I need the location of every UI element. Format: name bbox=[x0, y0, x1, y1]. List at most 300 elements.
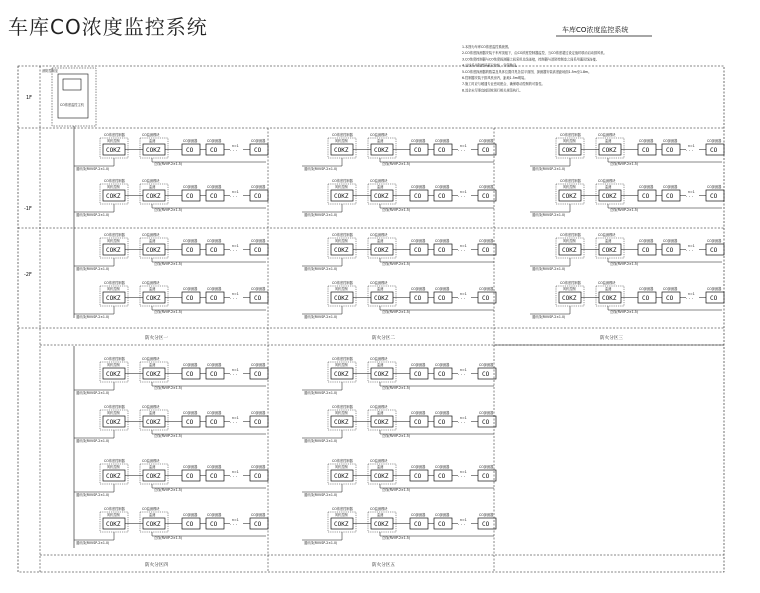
bus-label: 总线(RVVP-2×1.5) bbox=[382, 434, 411, 438]
detector-box-label: CO bbox=[438, 473, 446, 480]
monitor-sub: 监测 bbox=[605, 185, 612, 189]
detector-header: CO探测器 bbox=[207, 465, 222, 469]
detector-header: CO探测器 bbox=[411, 139, 426, 143]
monitor-box-label: COKZ bbox=[374, 147, 389, 154]
detector-box-label: CO bbox=[710, 247, 718, 254]
controller-header: CO浓度控制器 bbox=[104, 281, 125, 285]
detector-box-label: CO bbox=[210, 247, 218, 254]
monitor-sub: 监测 bbox=[377, 465, 384, 469]
detector-header: CO探测器 bbox=[251, 513, 266, 517]
comm-label: 通讯线(RVVSP-2×1.0) bbox=[532, 315, 566, 319]
controller-sub: 风机控制 bbox=[335, 287, 348, 291]
bus-label: 总线(RVVP-2×1.5) bbox=[382, 386, 411, 390]
detector-header: CO探测器 bbox=[251, 185, 266, 189]
bus-label: 总线(RVVP-2×1.5) bbox=[154, 536, 183, 540]
monitor-header: CO监测模块 bbox=[370, 233, 388, 237]
controller-sub: 风机控制 bbox=[563, 287, 576, 291]
zone-label-5: 防火分区五 bbox=[372, 563, 395, 568]
module-group bbox=[302, 280, 496, 319]
detector-box-label: CO bbox=[414, 521, 422, 528]
detector-count: n=1 bbox=[232, 244, 239, 248]
monitor-header: CO监测模块 bbox=[142, 233, 160, 237]
detector-count: n=1 bbox=[232, 518, 239, 522]
detector-box-label: CO bbox=[254, 371, 262, 378]
monitor-header: CO监测模块 bbox=[370, 179, 388, 183]
detector-count: n=1 bbox=[460, 470, 467, 474]
detector-header: CO探测器 bbox=[411, 287, 426, 291]
detector-count: n=1 bbox=[460, 144, 467, 148]
module-group bbox=[302, 404, 496, 443]
detector-count: n=1 bbox=[688, 144, 695, 148]
detector-box-label: CO bbox=[642, 295, 650, 302]
monitor-box-label: COKZ bbox=[146, 521, 161, 528]
detector-header: CO探测器 bbox=[707, 287, 722, 291]
detector-header: CO探测器 bbox=[707, 185, 722, 189]
comm-label: 通讯线(RVVSP-2×1.0) bbox=[76, 541, 110, 545]
detector-header: CO探测器 bbox=[411, 239, 426, 243]
detector-count: n=1 bbox=[460, 244, 467, 248]
detector-box-label: CO bbox=[186, 295, 194, 302]
detector-count: n=1 bbox=[460, 190, 467, 194]
comm-label: 通讯线(RVVSP-2×1.0) bbox=[76, 267, 110, 271]
bus-label: 总线(RVVP-2×1.5) bbox=[154, 310, 183, 314]
monitor-box-label: COKZ bbox=[374, 295, 389, 302]
comm-label: 通讯线(RVVSP-2×1.0) bbox=[304, 213, 338, 217]
detector-box-label: CO bbox=[254, 521, 262, 528]
detector-header: CO探测器 bbox=[251, 287, 266, 291]
controller-sub: 风机控制 bbox=[335, 411, 348, 415]
controller-box-label: COKZ bbox=[106, 147, 121, 154]
bus-label: 总线(RVVP-2×1.5) bbox=[610, 162, 639, 166]
detector-box-label: CO bbox=[710, 193, 718, 200]
outer-frame bbox=[18, 66, 724, 572]
bus-label: 总线(RVVP-2×1.5) bbox=[610, 310, 639, 314]
floor-label-b1: -1F bbox=[24, 206, 32, 212]
bus-label: 总线(RVVP-2×1.5) bbox=[382, 488, 411, 492]
detector-header: CO探测器 bbox=[411, 411, 426, 415]
module-groups bbox=[74, 132, 724, 548]
controller-box-label: COKZ bbox=[334, 371, 349, 378]
bus-label: 总线(RVVP-2×1.5) bbox=[610, 208, 639, 212]
controller-box-label: COKZ bbox=[562, 295, 577, 302]
module-group bbox=[74, 178, 268, 217]
detector-count: n=1 bbox=[232, 292, 239, 296]
monitor-sub: 监测 bbox=[377, 239, 384, 243]
detector-box-label: CO bbox=[482, 147, 490, 154]
monitor-sub: 监测 bbox=[377, 139, 384, 143]
detector-box-label: CO bbox=[414, 295, 422, 302]
controller-box-label: COKZ bbox=[334, 295, 349, 302]
ellipsis: · · · bbox=[458, 195, 465, 200]
detector-count: n=1 bbox=[688, 190, 695, 194]
detector-header: CO探测器 bbox=[251, 139, 266, 143]
monitor-sub: 监测 bbox=[149, 185, 156, 189]
detector-box-label: CO bbox=[710, 295, 718, 302]
ellipsis: · · · bbox=[230, 249, 237, 254]
detector-header: CO探测器 bbox=[183, 363, 198, 367]
module-group bbox=[74, 232, 268, 271]
detector-count: n=1 bbox=[460, 518, 467, 522]
detector-count: n=1 bbox=[232, 416, 239, 420]
bus-label: 总线(RVVP-2×1.5) bbox=[154, 488, 183, 492]
module-group bbox=[530, 280, 724, 319]
zone-label-4: 防火分区四 bbox=[145, 563, 168, 568]
monitor-header: CO监测模块 bbox=[142, 405, 160, 409]
module-group bbox=[74, 458, 268, 497]
module-group bbox=[74, 280, 268, 319]
ellipsis: · · · bbox=[686, 149, 693, 154]
bus-label: 总线(RVVP-2×1.5) bbox=[382, 310, 411, 314]
module-group bbox=[530, 132, 724, 171]
detector-header: CO探测器 bbox=[479, 287, 494, 291]
ellipsis: · · · bbox=[230, 523, 237, 528]
detector-box-label: CO bbox=[666, 295, 674, 302]
monitor-sub: 监测 bbox=[377, 363, 384, 367]
host-top-label: 消防控制室 bbox=[42, 69, 58, 73]
note-line: 6.控制器安装于排风机房内，距地1.5m明装。 bbox=[462, 76, 528, 80]
detector-box-label: CO bbox=[482, 193, 490, 200]
controller-header: CO浓度控制器 bbox=[332, 179, 353, 183]
detector-header: CO探测器 bbox=[479, 139, 494, 143]
module-group bbox=[302, 132, 496, 171]
controller-header: CO浓度控制器 bbox=[332, 233, 353, 237]
detector-header: CO探测器 bbox=[207, 185, 222, 189]
monitor-sub: 监测 bbox=[377, 513, 384, 517]
detector-count: n=1 bbox=[232, 190, 239, 194]
module-group bbox=[302, 506, 496, 545]
comm-label: 通讯线(RVVSP-2×1.0) bbox=[532, 213, 566, 217]
comm-label: 通讯线(RVVSP-2×1.0) bbox=[76, 391, 110, 395]
bus-label: 总线(RVVP-2×1.5) bbox=[382, 262, 411, 266]
detector-box-label: CO bbox=[642, 147, 650, 154]
detector-box-label: CO bbox=[438, 295, 446, 302]
detector-box-label: CO bbox=[414, 147, 422, 154]
ellipsis: · · · bbox=[230, 297, 237, 302]
ellipsis: · · · bbox=[686, 297, 693, 302]
detector-header: CO探测器 bbox=[183, 411, 198, 415]
host-control-room bbox=[42, 68, 96, 128]
ellipsis: · · · bbox=[230, 421, 237, 426]
detector-box-label: CO bbox=[438, 419, 446, 426]
detector-box-label: CO bbox=[666, 147, 674, 154]
detector-box-label: CO bbox=[210, 193, 218, 200]
page-title: 车库CO浓度监控系统 bbox=[8, 15, 208, 39]
detector-box-label: CO bbox=[414, 419, 422, 426]
detector-header: CO探测器 bbox=[183, 139, 198, 143]
detector-count: n=1 bbox=[232, 368, 239, 372]
controller-sub: 风机控制 bbox=[563, 185, 576, 189]
bus-label: 总线(RVVP-2×1.5) bbox=[382, 208, 411, 212]
detector-header: CO探测器 bbox=[663, 287, 678, 291]
detector-header: CO探测器 bbox=[639, 239, 654, 243]
monitor-box-label: COKZ bbox=[146, 193, 161, 200]
detector-header: CO探测器 bbox=[183, 287, 198, 291]
module-group bbox=[530, 178, 724, 217]
monitor-header: CO监测模块 bbox=[370, 507, 388, 511]
bus-label: 总线(RVVP-2×1.5) bbox=[154, 162, 183, 166]
controller-header: CO浓度控制器 bbox=[332, 133, 353, 137]
controller-header: CO浓度控制器 bbox=[104, 233, 125, 237]
controller-box-label: COKZ bbox=[334, 247, 349, 254]
detector-header: CO探测器 bbox=[207, 287, 222, 291]
controller-header: CO浓度控制器 bbox=[104, 133, 125, 137]
controller-sub: 风机控制 bbox=[107, 363, 120, 367]
monitor-sub: 监测 bbox=[149, 363, 156, 367]
detector-box-label: CO bbox=[210, 419, 218, 426]
ellipsis: · · · bbox=[686, 195, 693, 200]
floor-label-1f: 1F bbox=[26, 95, 33, 101]
detector-header: CO探测器 bbox=[435, 139, 450, 143]
monitor-header: CO监测模块 bbox=[370, 405, 388, 409]
monitor-box-label: COKZ bbox=[602, 193, 617, 200]
controller-header: CO浓度控制器 bbox=[332, 459, 353, 463]
controller-header: CO浓度控制器 bbox=[332, 507, 353, 511]
detector-box-label: CO bbox=[186, 371, 194, 378]
notes-title: 车库CO浓度监控系统 bbox=[562, 26, 629, 34]
monitor-sub: 监测 bbox=[149, 139, 156, 143]
ellipsis: · · · bbox=[686, 249, 693, 254]
monitor-sub: 监测 bbox=[149, 287, 156, 291]
controller-box-label: COKZ bbox=[334, 473, 349, 480]
comm-label: 通讯线(RVVSP-2×1.0) bbox=[76, 213, 110, 217]
detector-box-label: CO bbox=[414, 473, 422, 480]
floor-label-b2: -2F bbox=[24, 272, 32, 278]
detector-header: CO探测器 bbox=[251, 239, 266, 243]
detector-header: CO探测器 bbox=[251, 465, 266, 469]
detector-box-label: CO bbox=[482, 371, 490, 378]
detector-header: CO探测器 bbox=[411, 185, 426, 189]
note-line: 2.CO浓度探测器安装于车库顶板下，由CO浓度控制器监控，当CO浓度超过设定值时联动启动排风机。 bbox=[462, 51, 607, 56]
monitor-header: CO监测模块 bbox=[370, 281, 388, 285]
monitor-header: CO监测模块 bbox=[142, 133, 160, 137]
controller-sub: 风机控制 bbox=[107, 513, 120, 517]
controller-box-label: COKZ bbox=[106, 193, 121, 200]
detector-header: CO探测器 bbox=[183, 185, 198, 189]
controller-sub: 风机控制 bbox=[335, 465, 348, 469]
monitor-box-label: COKZ bbox=[374, 247, 389, 254]
controller-sub: 风机控制 bbox=[335, 513, 348, 517]
monitor-sub: 监测 bbox=[149, 465, 156, 469]
detector-box-label: CO bbox=[210, 371, 218, 378]
detector-box-label: CO bbox=[482, 473, 490, 480]
detector-count: n=1 bbox=[232, 144, 239, 148]
zone-label-1: 防火分区一 bbox=[145, 336, 168, 341]
bus-label: 总线(RVVP-2×1.5) bbox=[382, 162, 411, 166]
detector-header: CO探测器 bbox=[435, 513, 450, 517]
monitor-sub: 监测 bbox=[149, 239, 156, 243]
ellipsis: · · · bbox=[458, 475, 465, 480]
detector-count: n=1 bbox=[460, 368, 467, 372]
detector-box-label: CO bbox=[186, 193, 194, 200]
detector-box-label: CO bbox=[482, 247, 490, 254]
detector-header: CO探测器 bbox=[183, 239, 198, 243]
monitor-sub: 监测 bbox=[605, 239, 612, 243]
detector-box-label: CO bbox=[254, 295, 262, 302]
controller-box-label: COKZ bbox=[106, 473, 121, 480]
monitor-box-label: COKZ bbox=[374, 193, 389, 200]
monitor-sub: 监测 bbox=[149, 513, 156, 517]
detector-header: CO探测器 bbox=[639, 139, 654, 143]
monitor-box-label: COKZ bbox=[374, 521, 389, 528]
controller-header: CO浓度控制器 bbox=[332, 357, 353, 361]
zone-label-3: 防火分区三 bbox=[600, 336, 623, 341]
detector-header: CO探测器 bbox=[435, 363, 450, 367]
controller-sub: 风机控制 bbox=[335, 363, 348, 367]
monitor-header: CO监测模块 bbox=[598, 281, 616, 285]
detector-box-label: CO bbox=[186, 247, 194, 254]
detector-box-label: CO bbox=[414, 193, 422, 200]
note-line: 8.其余未尽事宜按国家现行相关规范执行。 bbox=[462, 88, 523, 93]
controller-header: CO浓度控制器 bbox=[560, 179, 581, 183]
detector-header: CO探测器 bbox=[251, 363, 266, 367]
detector-box-label: CO bbox=[438, 371, 446, 378]
bus-label: 总线(RVVP-2×1.5) bbox=[154, 434, 183, 438]
monitor-box-label: COKZ bbox=[146, 295, 161, 302]
note-line: 5.CO浓度探测器的数量及具体位置详见各层平面图，探测器安装高度距地面1.5m至1.8m。 bbox=[462, 69, 592, 74]
comm-label: 通讯线(RVVSP-2×1.0) bbox=[76, 167, 110, 171]
monitor-sub: 监测 bbox=[149, 411, 156, 415]
monitor-header: CO监测模块 bbox=[142, 357, 160, 361]
controller-sub: 风机控制 bbox=[563, 139, 576, 143]
controller-sub: 风机控制 bbox=[107, 139, 120, 143]
monitor-header: CO监测模块 bbox=[598, 233, 616, 237]
note-line: 4.总线采用阻燃屏蔽双绞线，穿管敷设。 bbox=[462, 63, 520, 68]
detector-box-label: CO bbox=[186, 473, 194, 480]
detector-header: CO探测器 bbox=[251, 411, 266, 415]
monitor-sub: 监测 bbox=[377, 411, 384, 415]
monitor-box-label: COKZ bbox=[146, 473, 161, 480]
bus-label: 总线(RVVP-2×1.5) bbox=[610, 262, 639, 266]
controller-header: CO浓度控制器 bbox=[104, 405, 125, 409]
detector-header: CO探测器 bbox=[411, 363, 426, 367]
detector-box-label: CO bbox=[482, 295, 490, 302]
monitor-sub: 监测 bbox=[605, 139, 612, 143]
zone-label-2: 防火分区二 bbox=[372, 336, 395, 341]
detector-box-label: CO bbox=[186, 147, 194, 154]
module-group bbox=[530, 232, 724, 271]
detector-header: CO探测器 bbox=[207, 411, 222, 415]
detector-header: CO探测器 bbox=[479, 363, 494, 367]
detector-count: n=1 bbox=[688, 244, 695, 248]
comm-label: 通讯线(RVVSP-2×1.0) bbox=[532, 267, 566, 271]
monitor-box-label: COKZ bbox=[146, 147, 161, 154]
monitor-box-label: COKZ bbox=[602, 295, 617, 302]
controller-sub: 风机控制 bbox=[107, 185, 120, 189]
detector-box-label: CO bbox=[414, 371, 422, 378]
detector-box-label: CO bbox=[414, 247, 422, 254]
controller-sub: 风机控制 bbox=[107, 465, 120, 469]
detector-box-label: CO bbox=[482, 419, 490, 426]
controller-sub: 风机控制 bbox=[563, 239, 576, 243]
detector-header: CO探测器 bbox=[479, 513, 494, 517]
ellipsis: · · · bbox=[458, 523, 465, 528]
host-cabinet bbox=[58, 74, 88, 118]
detector-header: CO探测器 bbox=[639, 287, 654, 291]
detector-box-label: CO bbox=[254, 247, 262, 254]
detector-box-label: CO bbox=[642, 247, 650, 254]
detector-box-label: CO bbox=[210, 473, 218, 480]
detector-box-label: CO bbox=[254, 419, 262, 426]
ellipsis: · · · bbox=[458, 297, 465, 302]
module-group bbox=[302, 458, 496, 497]
controller-box-label: COKZ bbox=[106, 419, 121, 426]
detector-header: CO探测器 bbox=[207, 139, 222, 143]
monitor-box-label: COKZ bbox=[602, 247, 617, 254]
ellipsis: · · · bbox=[230, 195, 237, 200]
module-group bbox=[302, 232, 496, 271]
comm-label: 通讯线(RVVSP-2×1.0) bbox=[304, 267, 338, 271]
notes-block bbox=[462, 44, 607, 92]
host-box-label: CO浓度监控主机 bbox=[60, 103, 84, 107]
monitor-box-label: COKZ bbox=[146, 371, 161, 378]
detector-header: CO探测器 bbox=[663, 139, 678, 143]
comm-label: 通讯线(RVVSP-2×1.0) bbox=[304, 493, 338, 497]
detector-box-label: CO bbox=[186, 521, 194, 528]
monitor-sub: 监测 bbox=[377, 287, 384, 291]
controller-box-label: COKZ bbox=[106, 295, 121, 302]
controller-box-label: COKZ bbox=[334, 419, 349, 426]
detector-header: CO探测器 bbox=[207, 239, 222, 243]
controller-header: CO浓度控制器 bbox=[104, 507, 125, 511]
ellipsis: · · · bbox=[230, 475, 237, 480]
note-line: 1.本图为车库CO浓度监控系统图。 bbox=[462, 45, 512, 49]
detector-header: CO探测器 bbox=[435, 239, 450, 243]
detector-header: CO探测器 bbox=[411, 513, 426, 517]
monitor-header: CO监测模块 bbox=[142, 179, 160, 183]
module-group bbox=[302, 356, 496, 395]
detector-header: CO探测器 bbox=[183, 513, 198, 517]
comm-label: 通讯线(RVVSP-2×1.0) bbox=[532, 167, 566, 171]
detector-header: CO探测器 bbox=[207, 513, 222, 517]
detector-header: CO探测器 bbox=[435, 465, 450, 469]
monitor-header: CO监测模块 bbox=[142, 459, 160, 463]
monitor-box-label: COKZ bbox=[374, 473, 389, 480]
monitor-header: CO监测模块 bbox=[142, 507, 160, 511]
controller-sub: 风机控制 bbox=[107, 239, 120, 243]
monitor-box-label: COKZ bbox=[146, 419, 161, 426]
detector-box-label: CO bbox=[254, 193, 262, 200]
controller-header: CO浓度控制器 bbox=[104, 357, 125, 361]
monitor-box-label: COKZ bbox=[374, 419, 389, 426]
detector-box-label: CO bbox=[210, 521, 218, 528]
detector-header: CO探测器 bbox=[479, 411, 494, 415]
detector-box-label: CO bbox=[438, 247, 446, 254]
detector-header: CO探测器 bbox=[411, 465, 426, 469]
controller-box-label: COKZ bbox=[334, 147, 349, 154]
monitor-box-label: COKZ bbox=[374, 371, 389, 378]
detector-box-label: CO bbox=[210, 295, 218, 302]
comm-label: 通讯线(RVVSP-2×1.0) bbox=[304, 167, 338, 171]
ellipsis: · · · bbox=[230, 149, 237, 154]
comm-label: 通讯线(RVVSP-2×1.0) bbox=[304, 315, 338, 319]
controller-box-label: COKZ bbox=[562, 147, 577, 154]
bus-label: 总线(RVVP-2×1.5) bbox=[154, 208, 183, 212]
controller-header: CO浓度控制器 bbox=[332, 405, 353, 409]
ellipsis: · · · bbox=[458, 373, 465, 378]
note-line: 3.CO浓度控制器与CO浓度探测器之间采用总线连接，控制器与消防控制室之间采用通讯线连接。 bbox=[462, 57, 599, 62]
host-frame bbox=[52, 68, 96, 126]
module-group bbox=[302, 178, 496, 217]
comm-label: 通讯线(RVVSP-2×1.0) bbox=[304, 541, 338, 545]
bus-label: 总线(RVVP-2×1.5) bbox=[382, 536, 411, 540]
detector-box-label: CO bbox=[666, 193, 674, 200]
controller-sub: 风机控制 bbox=[335, 239, 348, 243]
detector-box-label: CO bbox=[210, 147, 218, 154]
monitor-header: CO监测模块 bbox=[598, 179, 616, 183]
detector-header: CO探测器 bbox=[663, 185, 678, 189]
comm-label: 通讯线(RVVSP-2×1.0) bbox=[76, 439, 110, 443]
detector-header: CO探测器 bbox=[435, 287, 450, 291]
